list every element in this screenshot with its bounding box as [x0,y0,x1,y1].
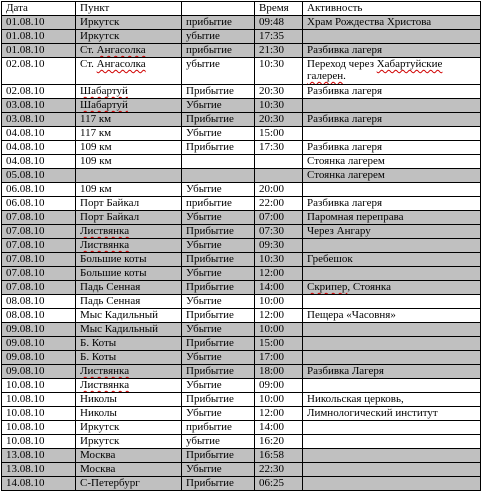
date-cell: 02.08.10 [2,85,76,99]
time-cell: 22:30 [255,463,303,477]
place-cell: Б. Коты [76,351,182,365]
place-cell: 109 км [76,155,182,169]
table-row [2,267,481,281]
time-cell: 17:30 [255,141,303,155]
table-row [2,477,481,491]
table-row [2,239,481,253]
time-cell: 20:00 [255,183,303,197]
place-cell: Падь Сенная [76,295,182,309]
activity-cell [303,239,481,253]
spellcheck-mark: Шабартуй [80,85,128,97]
table-row [2,379,481,393]
date-cell: 14.08.10 [2,477,76,491]
table-row [2,183,481,197]
activity-cell: Паромная переправа [303,211,481,225]
date-cell: 10.08.10 [2,407,76,421]
table-row [2,281,481,295]
spellcheck-mark: Листвянка [80,239,130,251]
activity-cell: Пещера «Часовня» [303,309,481,323]
table-row [2,323,481,337]
date-cell: 03.08.10 [2,113,76,127]
place-cell: Большие коты [76,267,182,281]
activity-cell: Разбивка Лагеря [303,365,481,379]
activity-cell: Гребешок [303,253,481,267]
date-cell: 08.08.10 [2,309,76,323]
date-cell: 07.08.10 [2,253,76,267]
event-cell: Прибытие [182,253,255,267]
time-cell: 06:25 [255,477,303,491]
time-cell [255,169,303,183]
place-cell: Николы [76,393,182,407]
date-cell: 08.08.10 [2,295,76,309]
date-cell: 01.08.10 [2,16,76,30]
table-row [2,113,481,127]
time-cell: 17:00 [255,351,303,365]
event-cell: Убытие [182,99,255,113]
activity-cell: Стоянка лагерем [303,169,481,183]
spellcheck-mark: Ангасолка [96,44,146,56]
header-time: Время [255,2,303,16]
activity-cell [303,379,481,393]
place-cell: Иркутск [76,421,182,435]
event-cell: убытие [182,435,255,449]
place-cell [76,99,182,113]
activity-cell [303,463,481,477]
time-cell: 17:35 [255,30,303,44]
place-cell: Большие коты [76,253,182,267]
activity-cell: Храм Рождества Христова [303,16,481,30]
date-cell: 03.08.10 [2,99,76,113]
time-cell: 20:30 [255,113,303,127]
place-cell [76,85,182,99]
event-cell: Прибытие [182,85,255,99]
time-cell: 10:00 [255,323,303,337]
table-row [2,463,481,477]
spellcheck-mark: Листвянка [80,365,130,377]
activity-cell [303,127,481,141]
activity-cell [303,183,481,197]
table-row [2,393,481,407]
table-row [2,155,481,169]
date-cell: 10.08.10 [2,379,76,393]
spellcheck-mark: Ангасолка [96,58,146,70]
date-cell: 07.08.10 [2,211,76,225]
time-cell [255,155,303,169]
date-cell: 10.08.10 [2,421,76,435]
time-cell: 09:48 [255,16,303,30]
place-cell: Иркутск [76,16,182,30]
table-row [2,435,481,449]
table-row [2,141,481,155]
event-cell: убытие [182,58,255,85]
date-cell: 09.08.10 [2,337,76,351]
activity-cell [303,435,481,449]
event-cell: убытие [182,30,255,44]
event-cell: Прибытие [182,365,255,379]
activity-cell [303,449,481,463]
event-cell: Прибытие [182,225,255,239]
activity-cell: Переход через Хабартуйские галерен. [303,58,481,85]
event-cell: Убытие [182,351,255,365]
place-cell: С-Петербург [76,477,182,491]
date-cell: 13.08.10 [2,463,76,477]
date-cell: 07.08.10 [2,225,76,239]
date-cell: 07.08.10 [2,267,76,281]
date-cell: 09.08.10 [2,323,76,337]
time-cell: 16:20 [255,435,303,449]
table-row [2,211,481,225]
date-cell: 05.08.10 [2,169,76,183]
place-cell: 109 км [76,183,182,197]
date-cell: 01.08.10 [2,30,76,44]
schedule-body [2,16,481,491]
date-cell: 04.08.10 [2,155,76,169]
place-cell [76,239,182,253]
header-place: Пункт [76,2,182,16]
place-cell [76,379,182,393]
table-row [2,225,481,239]
time-cell: 10:00 [255,295,303,309]
time-cell: 09:30 [255,239,303,253]
table-row [2,127,481,141]
activity-cell [303,351,481,365]
date-cell: 13.08.10 [2,449,76,463]
date-cell: 07.08.10 [2,281,76,295]
table-row [2,421,481,435]
event-cell: Прибытие [182,477,255,491]
event-cell: Убытие [182,211,255,225]
event-cell: Убытие [182,295,255,309]
table-row [2,449,481,463]
spellcheck-mark: Листвянка [80,225,130,237]
place-cell: Порт Байкал [76,211,182,225]
table-row [2,351,481,365]
place-cell [76,225,182,239]
place-cell [76,365,182,379]
place-cell: Николы [76,407,182,421]
table-row [2,295,481,309]
date-cell: 10.08.10 [2,435,76,449]
time-cell: 10:30 [255,253,303,267]
event-cell: прибытие [182,16,255,30]
place-cell: Москва [76,463,182,477]
activity-cell: Через Ангару [303,225,481,239]
table-row [2,85,481,99]
place-cell: Ст. Ангасолка [76,58,182,85]
activity-cell: Разбивка лагеря [303,113,481,127]
activity-cell [303,337,481,351]
table-row [2,30,481,44]
date-cell: 02.08.10 [2,58,76,85]
event-cell: Убытие [182,239,255,253]
header-date: Дата [2,2,76,16]
table-row [2,58,481,85]
place-cell: Мыс Кадильный [76,309,182,323]
spellcheck-mark: Скрипер [307,281,348,293]
time-cell: 15:00 [255,127,303,141]
activity-cell [303,323,481,337]
place-cell: 117 км [76,113,182,127]
date-cell: 06.08.10 [2,183,76,197]
header-activity: Активность [303,2,481,16]
place-cell: Б. Коты [76,337,182,351]
schedule-table [1,1,481,491]
date-cell: 10.08.10 [2,393,76,407]
date-cell: 04.08.10 [2,127,76,141]
activity-cell: Стоянка лагерем [303,155,481,169]
time-cell: 16:58 [255,449,303,463]
place-cell: Мыс Кадильный [76,323,182,337]
spellcheck-mark: Листвянка [80,379,130,391]
time-cell: 18:00 [255,365,303,379]
table-row [2,99,481,113]
time-cell: 10:00 [255,393,303,407]
activity-cell [303,267,481,281]
time-cell: 10:30 [255,58,303,85]
spellcheck-mark: Шабартуй [80,99,128,111]
table-row [2,365,481,379]
event-cell: Убытие [182,463,255,477]
event-cell: Прибытие [182,141,255,155]
event-cell: прибытие [182,44,255,58]
activity-cell: Разбивка лагеря [303,85,481,99]
event-cell: прибытие [182,197,255,211]
table-row [2,407,481,421]
date-cell: 04.08.10 [2,141,76,155]
spellcheck-mark: галерен [307,70,344,82]
date-cell: 06.08.10 [2,197,76,211]
activity-cell [303,421,481,435]
time-cell: 07:30 [255,225,303,239]
activity-cell: Разбивка лагеря [303,44,481,58]
place-cell: 109 км [76,141,182,155]
table-row [2,337,481,351]
activity-cell [303,30,481,44]
time-cell: 12:00 [255,407,303,421]
date-cell: 09.08.10 [2,365,76,379]
event-cell: Убытие [182,183,255,197]
time-cell: 20:30 [255,85,303,99]
place-cell: Порт Байкал [76,197,182,211]
activity-cell [303,99,481,113]
event-cell: Прибытие [182,393,255,407]
table-row [2,197,481,211]
date-cell: 01.08.10 [2,44,76,58]
place-cell [76,169,182,183]
activity-cell: Лимнологический институт [303,407,481,421]
table-row [2,44,481,58]
event-cell: Убытие [182,127,255,141]
event-cell: Убытие [182,379,255,393]
event-cell: Прибытие [182,281,255,295]
event-cell: Убытие [182,323,255,337]
time-cell: 12:00 [255,309,303,323]
place-cell: Москва [76,449,182,463]
table-row [2,253,481,267]
activity-cell [303,295,481,309]
activity-cell: Никольская церковь, [303,393,481,407]
activity-cell: Разбивка лагеря [303,141,481,155]
place-cell: Падь Сенная [76,281,182,295]
table-row [2,16,481,30]
date-cell: 09.08.10 [2,351,76,365]
event-cell [182,169,255,183]
time-cell: 14:00 [255,421,303,435]
time-cell: 21:30 [255,44,303,58]
date-cell: 07.08.10 [2,239,76,253]
time-cell: 10:30 [255,99,303,113]
event-cell: Прибытие [182,337,255,351]
place-cell: 117 км [76,127,182,141]
time-cell: 09:00 [255,379,303,393]
time-cell: 14:00 [255,281,303,295]
event-cell: прибытие [182,421,255,435]
place-cell: Иркутск [76,30,182,44]
time-cell: 12:00 [255,267,303,281]
event-cell: Убытие [182,407,255,421]
activity-cell [303,477,481,491]
spellcheck-mark: Хабартуйские [376,58,443,70]
place-cell: Ст. Ангасолка [76,44,182,58]
time-cell: 15:00 [255,337,303,351]
time-cell: 22:00 [255,197,303,211]
table-row [2,309,481,323]
time-cell: 07:00 [255,211,303,225]
event-cell [182,155,255,169]
table-row [2,169,481,183]
activity-cell: Разбивка лагеря [303,197,481,211]
header-row [2,2,481,16]
activity-cell: Скрипер, Стоянка [303,281,481,295]
header-event [182,2,255,16]
event-cell: Прибытие [182,449,255,463]
event-cell: Убытие [182,267,255,281]
event-cell: Прибытие [182,309,255,323]
place-cell: Иркутск [76,435,182,449]
event-cell: Прибытие [182,113,255,127]
